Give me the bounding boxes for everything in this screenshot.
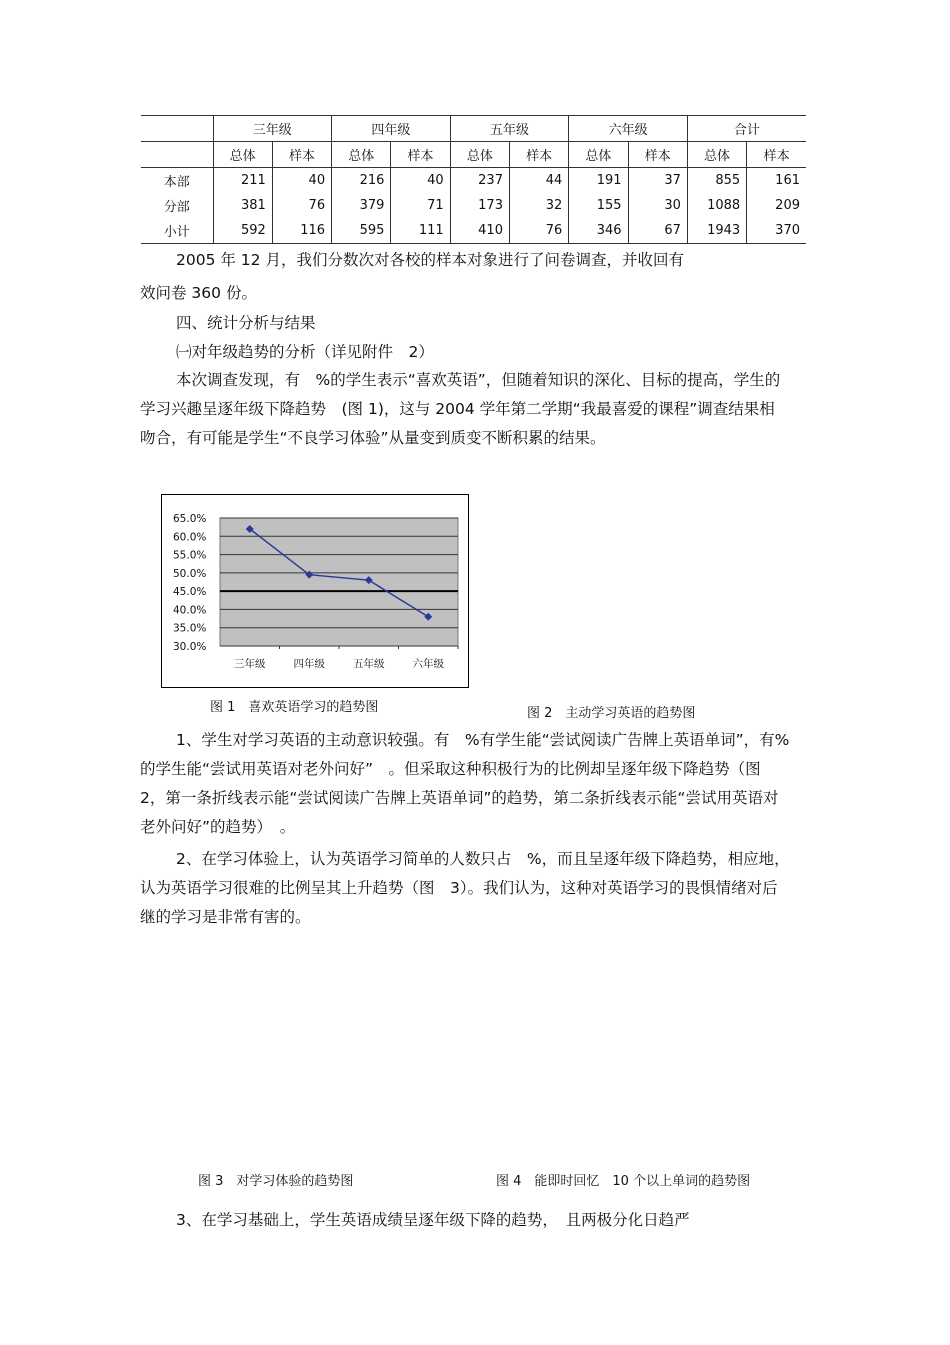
y-tick-label: 55.0% [173,549,207,562]
y-tick-label: 40.0% [173,604,207,617]
survey-paragraph-line-2: 效问卷 360 份。 [140,284,257,302]
col-subheader: 总体 [332,142,391,168]
table-row [141,168,806,194]
col-subheader: 样本 [509,142,568,168]
table-cell: 595 [332,218,391,244]
table-cell: 155 [569,193,628,218]
col-subheader: 样本 [628,142,687,168]
table-cell: 116 [272,218,331,244]
table-cell: 209 [747,193,806,218]
table-cell: 1088 [687,193,746,218]
finding-paragraph: 本次调查发现，有 %的学生表示“喜欢英语”，但随着知识的深化、目标的提高，学生的学习兴趣呈逐年级下降趋势 (图 1)，这与 2004 学年第二学期“我最喜爱的课程”调查结果相吻合，有可能是学生“不良学习体验”从量变到质变不断积累的结果。 [140,371,781,447]
table-cell: 32 [509,193,568,218]
col-group-header: 四年级 [332,116,451,142]
y-tick-label: 60.0% [173,531,207,544]
col-subheader: 总体 [687,142,746,168]
col-subheader: 总体 [450,142,509,168]
figure-2-caption: 图 2 主动学习英语的趋势图 [527,706,696,721]
item-2-paragraph: 2、在学习体验上，认为英语学习简单的人数只占 %，而且呈逐年级下降趋势，相应地，认为英语学习很难的比例呈其上升趋势（图 3）。我们认为，这种对英语学习的畏惧情绪对后继的学习是非常有害的。 [140,850,790,926]
col-subheader: 样本 [391,142,450,168]
table-row [141,193,806,218]
table-cell: 592 [213,218,272,244]
table-cell: 370 [747,218,806,244]
y-tick-label: 35.0% [173,622,207,635]
row-label: 小计 [141,218,213,244]
table-cell: 76 [509,218,568,244]
table-cell: 111 [391,218,450,244]
col-subheader: 总体 [569,142,628,168]
col-group-header: 合计 [687,116,806,142]
col-group-header: 六年级 [569,116,688,142]
col-group-header: 五年级 [450,116,569,142]
table-corner-cell [141,116,213,142]
table-header-row [141,116,806,142]
table-corner-cell [141,142,213,168]
section-heading: 四、统计分析与结果 [176,314,316,332]
table-cell: 379 [332,193,391,218]
col-subheader: 样本 [747,142,806,168]
y-tick-label: 45.0% [173,586,207,599]
figure-4-caption: 图 4 能即时回忆 10 个以上单词的趋势图 [496,1174,751,1189]
table-subheader-row [141,142,806,168]
table-cell: 173 [450,193,509,218]
table-cell: 216 [332,168,391,194]
table-cell: 191 [569,168,628,194]
x-tick-label: 四年级 [293,658,325,670]
table-cell: 1943 [687,218,746,244]
table-cell: 410 [450,218,509,244]
row-label: 本部 [163,175,190,190]
y-tick-label: 50.0% [173,567,207,580]
survey-paragraph-line-1: 2005 年 12 月，我们分数次对各校的样本对象进行了问卷调查，并收回有 [176,251,684,269]
y-tick-label: 65.0% [173,513,207,525]
item-3-paragraph: 3、在学习基础上，学生英语成绩呈逐年级下降的趋势， 且两极分化日趋严 [176,1211,690,1229]
table-cell: 37 [628,168,687,194]
table-cell: 40 [272,168,331,194]
table-cell: 211 [213,168,272,194]
table-cell: 67 [628,218,687,244]
row-label: 分部 [163,200,190,215]
table-cell: 237 [450,168,509,194]
plot-area [220,518,458,646]
col-group-header: 三年级 [213,116,332,142]
table-cell: 44 [509,168,568,194]
item-1-paragraph: 1、学生对学习英语的主动意识较强。有 %有学生能“尝试阅读广告牌上英语单词”，有%的学生能“尝试用英语对老外问好” 。但采取这种积极行为的比例却呈逐年级下降趋势（图 2，第一条折线表示能“尝试阅读广告牌上英语单词”的趋势，第二条折线表示能“尝试用英语对老外问好”的趋势） 。 [140,731,790,836]
table-cell: 161 [747,168,806,194]
x-tick-label: 六年级 [412,658,444,670]
col-subheader: 总体 [213,142,272,168]
table-cell: 71 [391,193,450,218]
table-cell: 855 [687,168,746,194]
table-row [141,218,806,244]
figure-1-caption: 图 1 喜欢英语学习的趋势图 [210,700,379,715]
y-tick-label: 30.0% [173,641,207,653]
table-cell: 30 [628,193,687,218]
x-tick-label: 五年级 [353,658,385,670]
subsection-heading: ㈠对年级趋势的分析（详见附件 2） [176,343,434,361]
table-cell: 346 [569,218,628,244]
line-chart [161,494,469,688]
col-subheader: 样本 [272,142,331,168]
table-cell: 76 [272,193,331,218]
figure-3-caption: 图 3 对学习体验的趋势图 [198,1174,354,1189]
table-cell: 40 [391,168,450,194]
x-tick-label: 三年级 [234,658,266,670]
table-cell: 381 [213,193,272,218]
sample-table [141,115,806,244]
